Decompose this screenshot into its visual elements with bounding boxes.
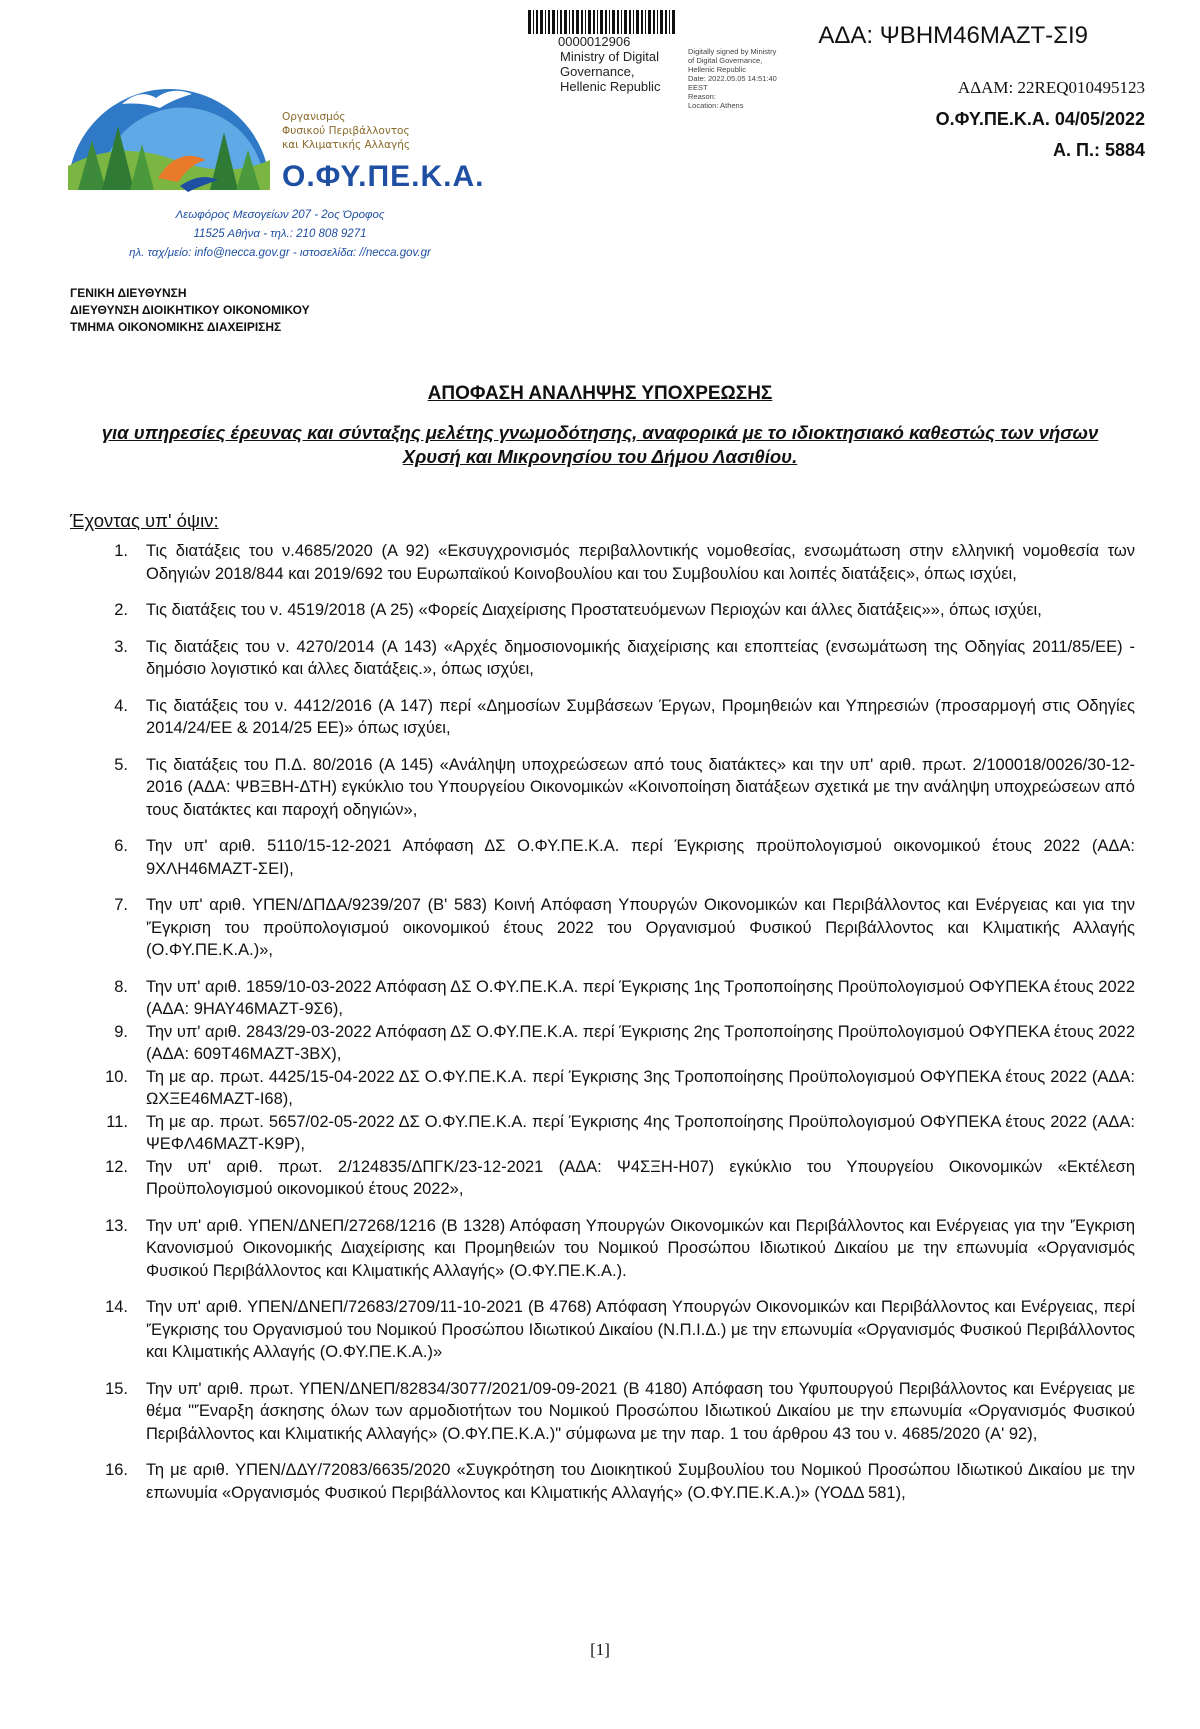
clause-text: Τις διατάξεις του ν. 4519/2018 (Α 25) «Φορείς Διαχείρισης Προστατευόμενων Περιοχών και άλλες διατάξεις»», όπως ισχύει, (146, 601, 1042, 619)
clause-item (70, 976, 1135, 1021)
clause-item (70, 1296, 1135, 1364)
clause-item (70, 695, 1135, 740)
clause-number: 11. (106, 1112, 128, 1131)
clause-item (70, 1156, 1135, 1201)
adam-code: ΑΔΑΜ: 22REQ010495123 (957, 78, 1145, 97)
clause-text: Την υπ' αριθ. 1859/10-03-2022 Απόφαση ΔΣ Ο.ΦΥ.ΠΕ.Κ.Α. περί Έγκρισης 1ης Τροποποίησης Προϋπολογισμού ΟΦΥΠΕΚΑ έτους 2022 (ΑΔΑ: 9ΗΑΥ46ΜΑΖΤ-9Σ6), (146, 977, 1135, 1018)
clause-number: 3. (114, 637, 128, 656)
clause-item (70, 754, 1135, 822)
document-date: Ο.ΦΥ.ΠΕ.Κ.Α. 04/05/2022 (935, 109, 1145, 129)
clause-item (70, 1378, 1135, 1446)
document-title: ΑΠΟΦΑΣΗ ΑΝΑΛΗΨΗΣ ΥΠΟΧΡΕΩΣΗΣ (427, 383, 773, 404)
clause-number: 16. (105, 1461, 128, 1479)
contact-line: ηλ. ταχ/μείο: info@necca.gov.gr - ιστοσελίδα: //necca.gov.gr (129, 247, 431, 259)
digital-signature-details: Digitally signed by Ministry of Digital Governance, Hellenic Republic Date: 2022.05.05 14:51:40 EEST Reason: Location: Athens (688, 47, 777, 110)
logo-emblem-icon (60, 82, 290, 192)
clause-item (70, 1066, 1135, 1111)
clause-text: Την υπ' αριθ. ΥΠΕΝ/ΔΝΕΠ/72683/2709/11-10-2021 (Β 4768) Απόφαση Υπουργών Οικονομικών και Περιβάλλοντος και Ενέργειας, περί 'Έγκρισης του Οργανισμού του Νομικού Προσώπου Ιδιωτικού Δικαίου (Ν.Π.Ι.Δ.) με την επωνυμία «Οργανισμός Φυσικού Περιβάλλοντος και Κλιματικής Αλλαγής (Ο.ΦΥ.ΠΕ.Κ.Α.)» (146, 1298, 1135, 1361)
department-line: ΔΙΕΥΘΥΝΣΗ ΔΙΟΙΚΗΤΙΚΟΥ ΟΙΚΟΝΟΜΙΚΟΥ (70, 303, 310, 317)
clause-text: Την υπ' αριθ. πρωτ. ΥΠΕΝ/ΔΝΕΠ/82834/3077/2021/09-09-2021 (Β 4180) Απόφαση του Υφυπουργού Περιβάλλοντος και Ενέργειας με θέμα '"Έναρξη άσκησης όλων των αρμοδιοτήτων του Νομικού Προσώπου Ιδιωτικού Δικαίου με την επωνυμία «Οργανισμός Φυσικού Περιβάλλοντος και Κλιματικής Αλλαγής» (Ο.ΦΥ.ΠΕ.Κ.Α.)" σύμφωνα με την παρ. 1 του άρθρου 43 του ν. 4685/2020 (Α' 92), (146, 1379, 1135, 1443)
clause-number: 6. (114, 837, 128, 855)
clause-item (70, 835, 1135, 880)
page-number: [1] (590, 1640, 610, 1659)
document-subtitle: για υπηρεσίες έρευνας και σύνταξης μελέτης γνωμοδότησης, αναφορικά με το ιδιοκτησιακό καθεστώς των νήσων Χρυσή και Μικρονησίου του Δήμου Λασιθίου. (101, 422, 1099, 467)
considerations-heading: Έχοντας υπ' όψιν: (70, 510, 219, 531)
clause-text: Τις διατάξεις του Π.Δ. 80/2016 (Α 145) «Ανάληψη υποχρεώσεων από τους διατάκτες» και την υπ' αριθ. πρωτ. 2/100018/0026/30-12-2016 (ΑΔΑ: ΨΒΞΒΗ-ΔΤΗ) εγκύκλιο του Υπουργείου Οικονομικών «Κοινοποίηση διατάξεων σχετικά με την ανάληψη υποχρεώσεων από τους διατάκτες και παροχή οδηγιών», (146, 755, 1135, 819)
clause-text: Τη με αριθ. ΥΠΕΝ/ΔΔΥ/72083/6635/2020 «Συγκρότηση του Διοικητικού Συμβουλίου του Νομικού Προσώπου Ιδιωτικού Δικαίου με την επωνυμία «Οργανισμός Φυσικού Περιβάλλοντος και Κλιματικής Αλλαγής» (Ο.ΦΥ.ΠΕ.Κ.Α.)» (ΥΟΔΔ 581), (146, 1461, 1135, 1502)
clause-number: 10. (105, 1067, 128, 1086)
clause-item (70, 1459, 1135, 1504)
clause-text: Την υπ' αριθ. ΥΠΕΝ/ΔΝΕΠ/27268/1216 (Β 1328) Απόφαση Υπουργών Οικονομικών και Περιβάλλοντος και Ενέργειας για την 'Έγκριση Κανονισμού Οικονομικής Διαχείρισης και Προμηθειών του Νομικού Προσώπου Ιδιωτικού Δικαίου με την επωνυμία «Οργανισμός Φυσικού Περιβάλλοντος και Κλιματικής Αλλαγής» (Ο.ΦΥ.ΠΕ.Κ.Α.). (146, 1216, 1135, 1280)
barcode-icon (528, 10, 678, 34)
clause-text: Την υπ' αριθ. πρωτ. 2/124835/ΔΠΓΚ/23-12-2021 (ΑΔΑ: Ψ4ΣΞΗ-Η07) εγκύκλιο του Υπουργείου Οικονομικών «Εκτέλεση Προϋπολογισμού οικονομικού έτους 2022», (146, 1157, 1135, 1198)
ada-code: ΑΔΑ: ΨΒΗΜ46ΜΑΖΤ-ΣΙ9 (818, 22, 1088, 49)
clause-number: 13. (105, 1216, 128, 1235)
clause-item (70, 894, 1135, 962)
protocol-number: Α. Π.: 5884 (1052, 140, 1145, 160)
clause-text: Τις διατάξεις του ν.4685/2020 (Α 92) «Εκσυγχρονισμός περιβαλλοντικής νομοθεσίας, ενσωμάτωση στην ελληνική νομοθεσία των Οδηγιών 2018/844 και 2019/692 του Ευρωπαϊκού Κοινοβουλίου και του Συμβουλίου και λοιπές διατάξεις», όπως ισχύει, (146, 542, 1135, 583)
clause-item (70, 1021, 1135, 1066)
clause-number: 14. (105, 1298, 128, 1316)
department-line: ΓΕΝΙΚΗ ΔΙΕΥΘΥΝΣΗ (70, 286, 187, 300)
clause-item (70, 540, 1135, 585)
clause-item (70, 599, 1135, 622)
signature-id: 0000012906 (558, 34, 631, 49)
clause-number: 2. (114, 601, 128, 619)
department-block (70, 285, 310, 336)
clause-text: Την υπ' αριθ. 5110/15-12-2021 Απόφαση ΔΣ Ο.ΦΥ.ΠΕ.Κ.Α. περί Έγκρισης προϋπολογισμού οικονομικού έτους 2022 (ΑΔΑ: 9ΧΛΗ46ΜΑΖΤ-ΣΕΙ), (146, 837, 1135, 878)
clause-text: Την υπ' αριθ. ΥΠΕΝ/ΔΠΔΑ/9239/207 (Β' 583) Κοινή Απόφαση Υπουργών Οικονομικών και Περιβάλλοντος και Ενέργειας και για την 'Έγκριση του προϋπολογισμού οικονομικού έτους 2022 του Οργανισμού Φυσικού Περιβάλλοντος και Κλιματικής Αλλαγής (Ο.ΦΥ.ΠΕ.Κ.Α.)», (146, 896, 1135, 959)
clause-number: 15. (105, 1379, 128, 1398)
clause-item (70, 1215, 1135, 1283)
org-address (80, 206, 480, 263)
signature-issuer: 0000012906 Ministry of Digital Governance, Hellenic Republic (558, 34, 661, 94)
clause-number: 4. (114, 696, 128, 715)
clause-text: Τη με αρ. πρωτ. 5657/02-05-2022 ΔΣ Ο.ΦΥ.ΠΕ.Κ.Α. περί Έγκρισης 4ης Τροποποίησης Προϋπολογισμού ΟΦΥΠΕΚΑ έτους 2022 (ΑΔΑ: ΨΕΦΛ46ΜΑΖΤ-Κ9Ρ), (146, 1112, 1135, 1153)
clause-text: Την υπ' αριθ. 2843/29-03-2022 Απόφαση ΔΣ Ο.ΦΥ.ΠΕ.Κ.Α. περί Έγκρισης 2ης Τροποποίησης Προϋπολογισμού ΟΦΥΠΕΚΑ έτους 2022 (ΑΔΑ: 609Τ46ΜΑΖΤ-3ΒΧ), (146, 1022, 1135, 1063)
org-acronym: Ο.ΦΥ.ΠΕ.Κ.Α. (282, 160, 485, 193)
clause-item (70, 1111, 1135, 1156)
clause-number: 9. (114, 1022, 128, 1041)
clause-text: Τις διατάξεις του ν. 4412/2016 (Α 147) περί «Δημοσίων Συμβάσεων Έργων, Προμηθειών και Υπηρεσιών (προσαρμογή στις Οδηγίες 2014/24/ΕΕ & 2014/25 ΕΕ)» όπως ισχύει, (146, 696, 1135, 737)
considerations-list (70, 540, 1135, 1504)
clause-number: 7. (114, 896, 128, 914)
clause-item (70, 636, 1135, 681)
clause-number: 8. (114, 977, 128, 996)
address-line: Λεωφόρος Μεσογείων 207 - 2ος Όροφος (175, 209, 385, 221)
clause-text: Τη με αρ. πρωτ. 4425/15-04-2022 ΔΣ Ο.ΦΥ.ΠΕ.Κ.Α. περί Έγκρισης 3ης Τροποποίησης Προϋπολογισμού ΟΦΥΠΕΚΑ έτους 2022 (ΑΔΑ: ΩΧΞΕ46ΜΑΖΤ-Ι68), (146, 1067, 1135, 1108)
department-line: ΤΜΗΜΑ ΟΙΚΟΝΟΜΙΚΗΣ ΔΙΑΧΕΙΡΙΣΗΣ (70, 320, 282, 334)
clause-text: Τις διατάξεις του ν. 4270/2014 (Α 143) «Αρχές δημοσιονομικής διαχείρισης και εποπτείας (ενσωμάτωση της Οδηγίας 2011/85/ΕΕ) - δημόσιο λογιστικό και άλλες διατάξεις.», όπως ισχύει, (146, 637, 1135, 678)
clause-number: 5. (114, 755, 128, 774)
phone-line: 11525 Αθήνα - τηλ.: 210 808 9271 (193, 228, 367, 240)
org-full-name: Οργανισμός Φυσικού Περιβάλλοντος και Κλιματικής Αλλαγής (282, 111, 411, 151)
clause-number: 1. (114, 542, 128, 560)
clause-number: 12. (105, 1157, 128, 1176)
